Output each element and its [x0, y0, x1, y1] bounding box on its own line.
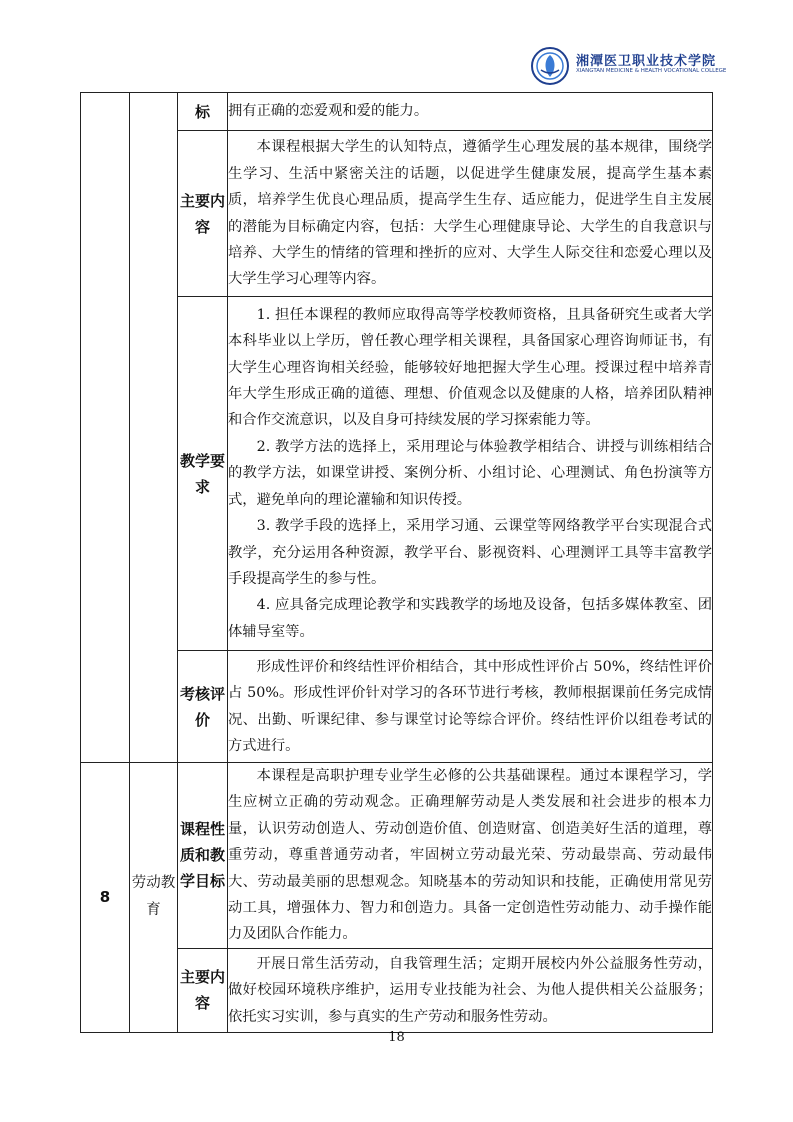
requirements-label: 教学要求 — [178, 297, 228, 651]
requirement-item: 2. 教学方法的选择上，采用理论与体验教学相结合、讲授与训练相结合的教学方法，如课堂讲授、案例分析、小组讨论、心理测试、角色扮演等方式，避免单向的理论灌输和知识传授。 — [228, 438, 712, 508]
labor-content-label: 主要内容 — [178, 948, 228, 1032]
assessment-label: 考核评价 — [178, 651, 228, 763]
number-cell — [81, 93, 130, 763]
college-name-en: XIANGTAN MEDICINE & HEALTH VOCATIONAL COLLEGE — [576, 68, 727, 74]
college-emblem-icon — [530, 46, 570, 86]
nature-label: 课程性质和教学目标 — [178, 763, 228, 949]
labor-content-text: 开展日常生活劳动，自我管理生活；定期开展校内外公益服务性劳动，做好校园环境秩序维护，运用专业技能为社会、为他人提供相关公益服务；依托实习实训，参与真实的生产劳动和服务性劳动。 — [228, 948, 713, 1032]
table-row — [81, 763, 713, 949]
course-cell — [130, 93, 178, 763]
college-logo — [530, 44, 727, 88]
content-text: 本课程根据大学生的认知特点，遵循学生心理发展的基本规律，围绕学生学习、生活中紧密关注的话题，以促进学生健康发展，提高学生基本素质，培养学生优良心理品质，提高学生生存、适应能力，促进学生自主发展的潜能为目标确定内容，包括：大学生心理健康导论、大学生的自我意识与培养、大学生的情绪的管理和挫折的应对、大学生人际交往和恋爱心理以及大学生学习心理等内容。 — [228, 131, 713, 297]
course-name: 劳动教育 — [130, 763, 178, 1033]
goal-label: 标 — [178, 93, 228, 131]
table-row — [81, 93, 713, 131]
content-label: 主要内容 — [178, 131, 228, 297]
college-name-cn: 湘潭医卫职业技术学院 — [576, 54, 717, 69]
page-number: 18 — [388, 1030, 405, 1045]
assessment-text: 形成性评价和终结性评价相结合，其中形成性评价占 50%，终结性评价占 50%。形成性评价针对学习的各环节进行考核，教师根据课前任务完成情况、出勤、听课纪律、参与课堂讨论等综合评价。终结性评价以组卷考试的方式进行。 — [228, 651, 713, 763]
course-number: 8 — [81, 763, 130, 1033]
requirement-item: 4. 应具备完成理论教学和实践教学的场地及设备，包括多媒体教室、团体辅导室等。 — [228, 597, 712, 640]
requirement-item: 3. 教学手段的选择上，采用学习通、云课堂等网络教学平台实现混合式教学，充分运用各种资源，教学平台、影视资料、心理测评工具等丰富教学手段提高学生的参与性。 — [228, 518, 712, 587]
requirements-text — [228, 297, 713, 651]
goal-text: 拥有正确的恋爱观和爱的能力。 — [228, 93, 713, 131]
nature-text: 本课程是高职护理专业学生必修的公共基础课程。通过本课程学习，学生应树立正确的劳动观念。正确理解劳动是人类发展和社会进步的根本力量，认识劳动创造人、劳动创造价值、创造财富、创造美好生活的道理，尊重劳动，尊重普通劳动者，牢固树立劳动最光荣、劳动最崇高、劳动最伟大、劳动最美丽的思想观念。知晓基本的劳动知识和技能，正确使用常见劳动工具，增强体力、智力和创造力。具备一定创造性劳动能力、动手操作能力及团队合作能力。 — [228, 763, 713, 949]
requirement-item: 1. 担任本课程的教师应取得高等学校教师资格，且具备研究生或者大学本科毕业以上学历，曾任教心理学相关课程，具备国家心理咨询师证书，有大学生心理咨询相关经验，能够较好地把握大学生心理。授课过程中培养青年大学生形成正确的道德、理想、价值观念以及健康的人格，培养团队精神和合作交流意识，以及自身可持续发展的学习探索能力等。 — [228, 306, 712, 429]
course-table — [80, 92, 713, 1033]
